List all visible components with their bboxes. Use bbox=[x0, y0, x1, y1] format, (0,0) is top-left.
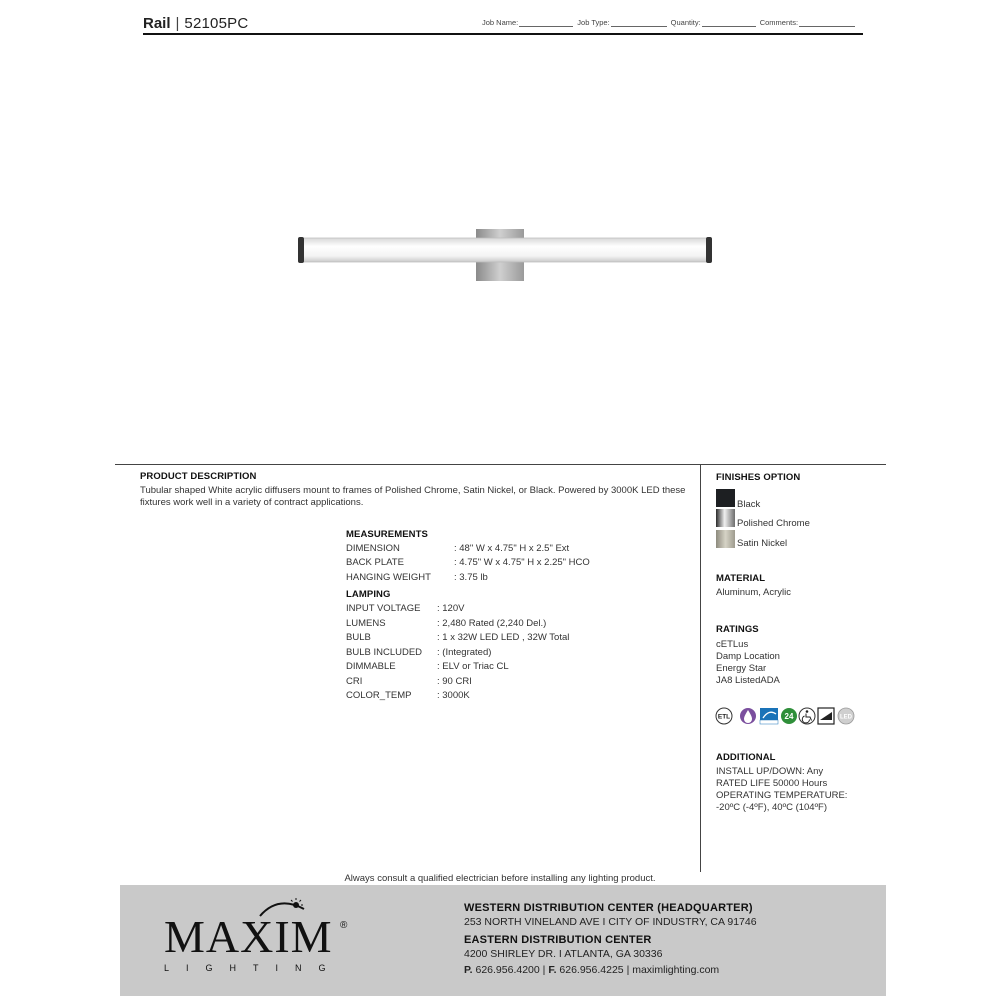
svg-text:ETL: ETL bbox=[717, 713, 731, 721]
end-cap-left bbox=[298, 237, 304, 263]
header-title bbox=[143, 15, 248, 32]
swatch-label-polished-chrome: Polished Chrome bbox=[737, 518, 810, 529]
job-fields bbox=[482, 18, 855, 27]
swatch-label-black: Black bbox=[737, 499, 761, 510]
rating-energy-star: Energy Star bbox=[716, 663, 767, 674]
eastern-center-title: EASTERN DISTRIBUTION CENTER bbox=[464, 934, 652, 946]
series-name: Rail bbox=[143, 15, 171, 32]
description-heading: PRODUCT DESCRIPTION bbox=[140, 471, 257, 482]
website-link[interactable]: maximlighting.com bbox=[632, 964, 720, 976]
quantity-field[interactable]: Quantity: bbox=[671, 18, 756, 27]
western-center-address: 253 NORTH VINELAND AVE I CITY OF INDUSTRY, CA 91746 bbox=[464, 916, 757, 928]
registered-mark: ® bbox=[340, 920, 348, 931]
ja8-icon bbox=[781, 708, 797, 724]
rating-damp-location: Damp Location bbox=[716, 651, 780, 662]
comments-field[interactable]: Comments: bbox=[760, 18, 855, 27]
description-text: Tubular shaped White acrylic diffusers mount to frames of Polished Chrome, Satin Nickel, or Black. Powered by 3000K LED these fixtures work well in a variety of contract applications. bbox=[140, 485, 686, 508]
section-rule bbox=[115, 464, 886, 465]
swatch-label-satin-nickel: Satin Nickel bbox=[737, 538, 788, 549]
additional-heading: ADDITIONAL bbox=[716, 752, 776, 763]
svg-text:LED: LED bbox=[840, 714, 852, 721]
diffuser-tube bbox=[298, 238, 712, 262]
swatch-satin-nickel[interactable] bbox=[716, 530, 735, 548]
model-number: 52105PC bbox=[184, 15, 249, 32]
material-text: Aluminum, Acrylic bbox=[716, 587, 791, 598]
rating-cetlus: cETLus bbox=[716, 639, 749, 650]
swatch-polished-chrome[interactable] bbox=[716, 509, 735, 527]
job-type-field[interactable]: Job Type: bbox=[577, 18, 666, 27]
maxim-logo: MAXIM bbox=[164, 911, 333, 962]
energy-star-icon bbox=[760, 708, 778, 724]
additional-operating-temp: OPERATING TEMPERATURE: bbox=[716, 790, 848, 801]
swatch-black[interactable] bbox=[716, 489, 735, 507]
rating-ja8-ada: JA8 ListedADA bbox=[716, 675, 780, 686]
ada-icon bbox=[799, 708, 815, 724]
disclaimer: Always consult a qualified electrician before installing any lighting product. bbox=[344, 873, 656, 884]
certification-icons bbox=[715, 706, 860, 726]
fax-number: 626.956.4225 bbox=[559, 964, 624, 976]
product-image bbox=[298, 229, 712, 281]
job-name-field[interactable]: Job Name: bbox=[482, 18, 573, 27]
damp-location-icon bbox=[740, 708, 756, 724]
svg-text:24: 24 bbox=[784, 712, 794, 721]
logo-subtitle: LIGHTING bbox=[164, 963, 343, 973]
additional-temp-range: -20ºC (-4ºF), 40ºC (104ºF) bbox=[716, 802, 828, 813]
header-rule bbox=[143, 33, 863, 35]
finishes-heading: FINISHES OPTION bbox=[716, 472, 801, 483]
measurements-heading: MEASUREMENTS bbox=[346, 529, 428, 540]
phone-number: 626.956.4200 bbox=[475, 964, 540, 976]
dimmable-icon bbox=[818, 708, 834, 724]
lamping-heading: LAMPING bbox=[346, 589, 391, 600]
material-heading: MATERIAL bbox=[716, 573, 766, 584]
led-icon bbox=[838, 708, 854, 724]
title-separator: | bbox=[175, 15, 180, 32]
column-divider bbox=[700, 464, 701, 872]
end-cap-right bbox=[706, 237, 712, 263]
additional-install: INSTALL UP/DOWN: Any bbox=[716, 766, 824, 777]
contact-line: P. 626.956.4200 | F. 626.956.4225 | maximlighting.com bbox=[464, 964, 720, 976]
ratings-heading: RATINGS bbox=[716, 624, 759, 635]
eastern-center-address: 4200 SHIRLEY DR. I ATLANTA, GA 30336 bbox=[464, 948, 663, 960]
additional-rated-life: RATED LIFE 50000 Hours bbox=[716, 778, 828, 789]
western-center-title: WESTERN DISTRIBUTION CENTER (HEADQUARTER) bbox=[464, 902, 753, 914]
etl-icon bbox=[716, 708, 732, 724]
